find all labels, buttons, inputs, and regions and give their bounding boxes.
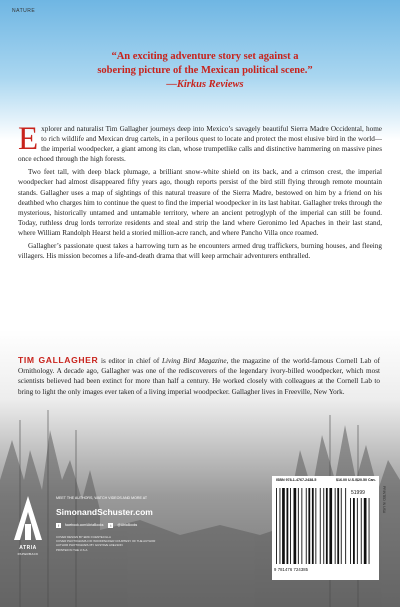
quote-line-2: sobering picture of the Mexican political scene.” [97, 65, 313, 76]
logo-subtitle: PAPERBACK [17, 552, 39, 556]
magazine-title: Living Bird Magazine [161, 357, 227, 365]
credit-printed: PRINTED IN THE U.S.A. [56, 547, 89, 552]
category-label: NATURE [12, 8, 36, 14]
twitter-icon: t [110, 523, 112, 528]
isbn-label: ISBN 978-1-4767-2438-5 [276, 478, 317, 482]
facebook-link[interactable]: facebook.com/AtriaBooks [65, 523, 104, 528]
paragraph-1-text: xplorer and naturalist Tim Gallagher journeys deep into Mexico’s savagely beautiful Sierra Madre Occidental, home to rich wildlife and Mexican drug cartels, in a perilous quest to locate and protect the most elusive bird in the world—the imperial woodpecker, a giant among its clan, whose trumpetlike calls and distinctive hammering on massive pines once echoed through the high forests. [18, 125, 382, 164]
social-links [56, 523, 141, 528]
credit-author-photo: AUTHOR PHOTOGRAPH BY GUSTAVE AXELSON [56, 543, 123, 548]
drop-cap: E [18, 121, 39, 157]
facebook-icon: f [57, 523, 60, 528]
bio-text-a: is editor in chief of [98, 357, 162, 365]
description-paragraph-2: Two feet tall, with deep black plumage, a brilliant snow-white shield on its back, and a crimson crest, the imperial woodpecker had almost disappeared fifty years ago, though reports persist of the bird still flying through remote mountain stands. Gallagher uses a map of sightings of this natural treasure of the Sierra Madre, bestowed on him by a friend on his deathbed who charges him to continue the quest to find the imperial woodpecker in its last habitat. Gallagher treks through the mysterious, historically untamed and untamable territory, where an ancient petroglyph of the imperial can still be found. Today, ruthless drug lords terrorize residents and steal and strip the land where Geronimo led Apaches in their last stand, where William Randolph Hearst held a storied million-acre ranch, and where Pancho Villa once roamed. [18, 168, 382, 237]
isbn-digits: 9 781476 724385 [274, 567, 309, 572]
cover-credits [56, 535, 166, 552]
barcode-block [272, 476, 379, 580]
spine-code: PRINTED IN USA [382, 486, 386, 514]
description-paragraph-3: Gallagher’s passionate quest takes a harrowing turn as he encounters armed drug traffickers, burning houses, and fleeing villagers. His mission becomes a life-and-death drama that will keep armchair adventurers enthralled. [18, 242, 382, 261]
price-addon-code: 51999 [351, 490, 365, 496]
twitter-link[interactable]: @AtriaBooks [117, 523, 138, 528]
author-bio [18, 355, 380, 397]
description-paragraph-1 [18, 121, 382, 164]
meet-authors-text: MEET THE AUTHORS, WATCH VIDEOS AND MORE AT [56, 496, 148, 500]
credit-cover-design: COVER DESIGN BY ERIC FUENTECILLA [56, 535, 111, 539]
quote-line-1: “An exciting adventure story set against a [111, 51, 299, 62]
quote-attribution: —Kirkus Reviews [166, 79, 244, 90]
description [18, 121, 382, 264]
atria-logo-icon [12, 494, 44, 544]
barcode-icon [272, 476, 379, 580]
publisher-website-link[interactable]: SimonandSchuster.com [56, 507, 153, 517]
logo-name: ATRIA [19, 545, 37, 551]
author-name: TIM GALLAGHER [18, 355, 99, 365]
bio-text-b: , the magazine of the world-famous Cornell Lab of Ornithology. A decade ago, Gallagher was one of the rediscoverers of the legendary ivory-billed woodpecker, which most scientists believed had been extinct for more than half a century. He worked closely with colleagues at the Cornell Lab to bring to light the only images ever taken of a living imperial woodpecker. Gallagher lives in Freeville, New York. [18, 357, 380, 396]
credit-cover-photo: COVER PHOTOGRAPH OF WOODPECKER COURTESY OF THE AUTHOR [56, 539, 156, 544]
price-label: $16.00 U.S./$20.50 Can. [336, 478, 376, 482]
review-quote [60, 50, 350, 92]
